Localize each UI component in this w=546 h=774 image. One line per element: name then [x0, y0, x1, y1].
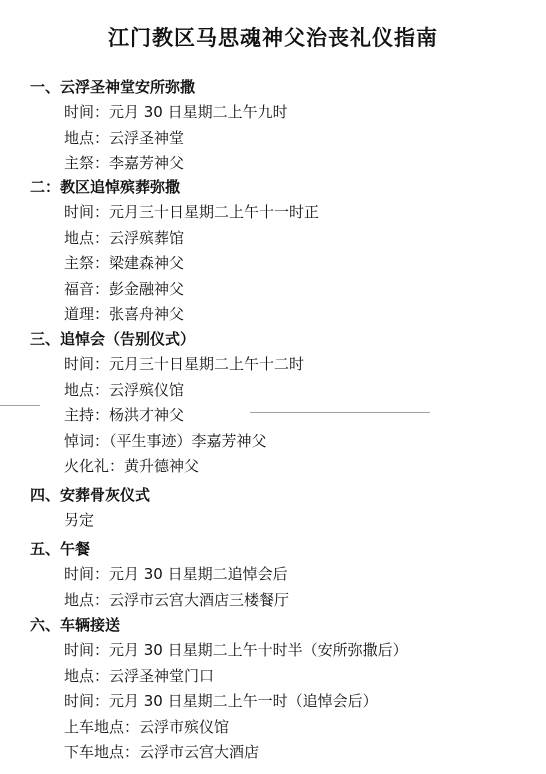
section-6-dropoff: 下车地点：云浮市云宫大酒店: [64, 743, 260, 762]
section-2: [30, 174, 530, 328]
section-2-celebrant: 主祭：梁建森神父: [64, 254, 185, 273]
section-4: [30, 482, 530, 534]
section-5-place: 地点：云浮市云宫大酒店三楼餐厅: [64, 590, 290, 609]
section-1: [30, 74, 530, 177]
section-1-celebrant: 主祭：李嘉芳神父: [64, 154, 185, 173]
section-3-cremation: 火化礼：黄升德神父: [64, 457, 200, 476]
section-4-heading: 四、安葬骨灰仪式: [30, 486, 151, 504]
section-3-eulogy: 悼词：（平生事迹）李嘉芳神父: [64, 431, 267, 450]
scan-artifact: [250, 412, 430, 413]
section-3-heading: 三、追悼会（告别仪式）: [30, 330, 196, 348]
section-3-place: 地点：云浮殡仪馆: [64, 380, 185, 399]
section-2-gospel: 福音：彭金融神父: [64, 279, 185, 298]
section-4-note: 另定: [64, 511, 95, 529]
section-3-host: 主持：杨洪才神父: [64, 406, 185, 425]
section-3: [30, 326, 530, 480]
section-5-time: 时间：元月 30 日星期二追悼会后: [64, 565, 288, 583]
section-1-place: 地点：云浮圣神堂: [64, 128, 185, 147]
section-5: [30, 536, 530, 613]
section-2-heading: 二：教区追悼殡葬弥撒: [30, 178, 181, 196]
section-2-time: 时间：元月三十日星期二上午十一时正: [64, 203, 320, 221]
section-5-heading: 五、午餐: [30, 540, 91, 558]
section-6-pickup: 上车地点：云浮市殡仪馆: [64, 717, 230, 736]
section-6-heading: 六、车辆接送: [30, 616, 121, 634]
section-2-place: 地点：云浮殡葬馆: [64, 228, 185, 247]
document-title: 江门教区马思魂神父治丧礼仪指南: [108, 26, 438, 50]
section-6-time-2: 时间：元月 30 日星期二上午一时（追悼会后）: [64, 692, 378, 711]
section-3-time: 时间：元月三十日星期二上午十二时: [64, 355, 305, 373]
scan-artifact: [0, 405, 40, 406]
section-1-heading: 一、云浮圣神堂安所弥撒: [30, 78, 196, 96]
section-1-time: 时间：元月 30 日星期二上午九时: [64, 103, 288, 121]
section-2-homily: 道理：张喜舟神父: [64, 305, 185, 324]
section-6-time-1: 时间：元月 30 日星期二上午十时半（安所弥撒后）: [64, 641, 408, 659]
section-6: [30, 612, 530, 766]
section-6-place: 地点：云浮圣神堂门口: [64, 666, 215, 685]
